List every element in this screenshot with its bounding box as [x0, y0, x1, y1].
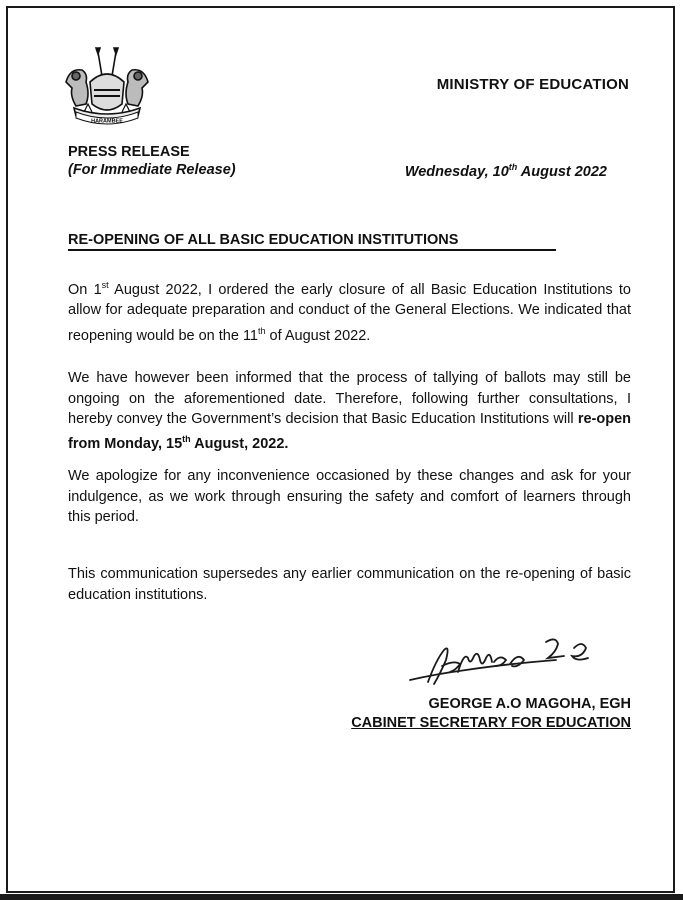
signature-icon [406, 630, 638, 694]
coat-of-arms-icon [60, 46, 154, 132]
paragraph-reopening: We have however been informed that the process of tallying of ballots may still be ongoing on the aforementioned date. Therefore, following further consultations, I hereby convey the Government’s decision that Basic Education Institutions will re-open from Monday, 15th August, 2022. [68, 370, 631, 453]
bottom-border [0, 894, 683, 900]
signatory-name: GEORGE A.O MAGOHA, EGH [428, 696, 631, 712]
signatory-block [351, 696, 631, 731]
release-date: Wednesday, 10th August 2022 [404, 162, 607, 180]
signatory-title: CABINET SECRETARY FOR EDUCATION [351, 715, 631, 731]
press-release-block [68, 144, 236, 178]
ministry-name: MINISTRY OF EDUCATION [436, 76, 629, 93]
crest-motto: HARAMBEE [91, 118, 123, 125]
paragraph-supersedes: This communication supersedes any earlier communication on the re-opening of basic education institutions. [68, 566, 631, 603]
paragraph-apology: We apologize for any inconvenience occasioned by these changes and ask for your indulgence, as we work through ensuring the safety and comfort of learners through this period. [68, 468, 631, 525]
release-note: (For Immediate Release) [68, 162, 236, 178]
document-title: RE-OPENING OF ALL BASIC EDUCATION INSTITUTIONS [68, 232, 556, 251]
paragraph-closure: On 1st August 2022, I ordered the early closure of all Basic Education Institutions to allow for adequate preparation and conduct of the General Elections. We indicated that reopening would be on the 11th of August 2022. [68, 280, 631, 344]
press-release-label: PRESS RELEASE [68, 144, 190, 160]
